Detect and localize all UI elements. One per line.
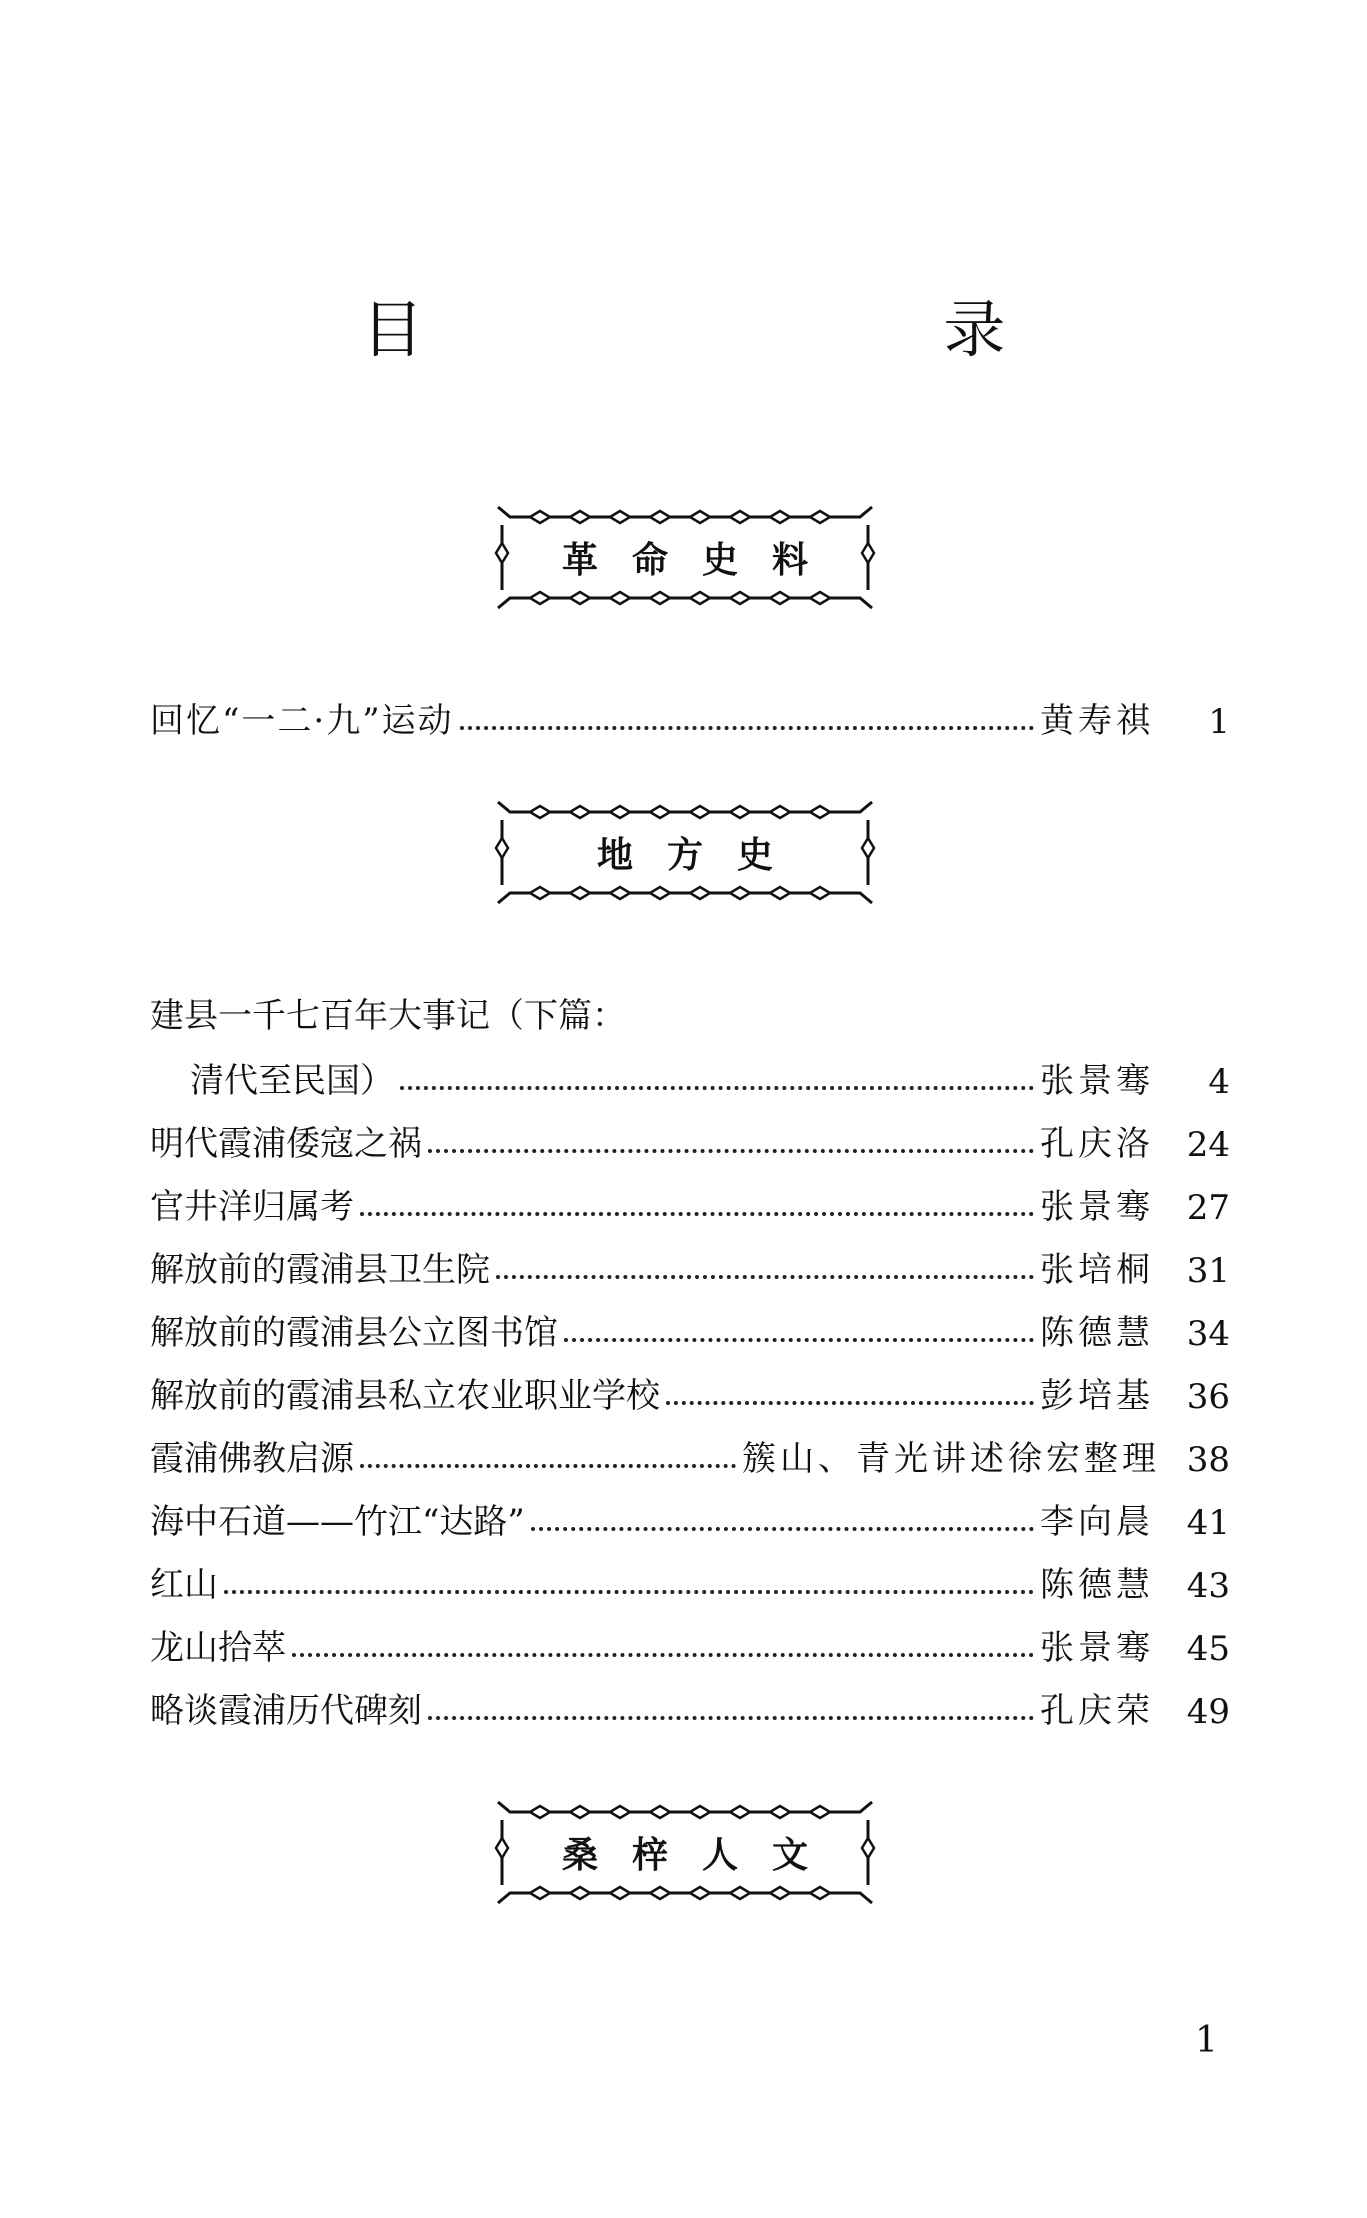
entry-author: 孔庆洛 — [1040, 1124, 1154, 1164]
entry-title: 清代至民国） — [190, 1061, 394, 1101]
entry-title: 红山 — [150, 1565, 218, 1605]
leader-dots — [428, 1716, 1034, 1720]
entry-author: 陈德慧 — [1040, 1313, 1154, 1353]
entry-author: 李向晨 — [1040, 1502, 1154, 1542]
leader-dots — [292, 1653, 1034, 1657]
leader-dots — [531, 1527, 1034, 1531]
section-label: 桑梓人文 — [561, 1835, 842, 1876]
toc-entry — [150, 1491, 1230, 1543]
entry-page: 24 — [1186, 1125, 1230, 1165]
entry-title: 解放前的霞浦县私立农业职业学校 — [150, 1376, 660, 1416]
leader-dots — [360, 1212, 1034, 1216]
entry-page: 43 — [1186, 1566, 1230, 1606]
entry-title: 建县一千七百年大事记（下篇： — [150, 996, 626, 1036]
toc-entry — [150, 985, 1230, 1037]
entry-author: 孔庆荣 — [1040, 1691, 1154, 1731]
entry-title: 霞浦佛教启源 — [150, 1439, 354, 1479]
toc-entry — [150, 1617, 1230, 1669]
entry-page: 27 — [1186, 1188, 1230, 1228]
entry-title: 解放前的霞浦县公立图书馆 — [150, 1313, 558, 1353]
entry-title: 海中石道——竹江“达路” — [150, 1502, 525, 1542]
toc-entry — [150, 1554, 1230, 1606]
leader-dots — [224, 1590, 1034, 1594]
entry-author: 黄寿祺 — [1040, 701, 1154, 741]
toc-entry — [150, 1239, 1230, 1291]
entry-author: 彭培基 — [1040, 1376, 1154, 1416]
toc-entry — [190, 1050, 1230, 1102]
leader-dots — [428, 1149, 1034, 1153]
entry-page: 31 — [1186, 1251, 1230, 1291]
toc-entry — [150, 1365, 1230, 1417]
entry-author: 张景骞 — [1040, 1061, 1154, 1101]
entry-author: 簇山、青光讲述徐宏整理 — [742, 1439, 1160, 1479]
leader-dots — [460, 726, 1034, 730]
leader-dots — [564, 1338, 1034, 1342]
entry-title: 略谈霞浦历代碑刻 — [150, 1691, 422, 1731]
entry-title: 官井洋归属考 — [150, 1187, 354, 1227]
toc-entry — [150, 1302, 1230, 1354]
entry-page: 45 — [1186, 1629, 1230, 1669]
toc-entry — [150, 690, 1230, 742]
entry-page: 38 — [1186, 1440, 1230, 1480]
entry-title: 龙山拾萃 — [150, 1628, 286, 1668]
entry-page: 4 — [1208, 1062, 1230, 1102]
entry-author: 张景骞 — [1040, 1628, 1154, 1668]
entry-title: 明代霞浦倭寇之祸 — [150, 1124, 422, 1164]
entry-title: 回忆“一二·九”运动 — [150, 701, 454, 741]
entry-page: 34 — [1186, 1314, 1230, 1354]
leader-dots — [666, 1401, 1034, 1405]
section-header-revolution — [490, 495, 880, 620]
page-number: 1 — [1195, 2020, 1218, 2061]
section-label: 地方史 — [596, 835, 807, 876]
toc-entry — [150, 1113, 1230, 1165]
section-header-culture — [490, 1790, 880, 1915]
entry-page: 36 — [1186, 1377, 1230, 1417]
page-title: 目 录 — [361, 293, 1256, 366]
leader-dots — [400, 1086, 1034, 1090]
toc-entry — [150, 1176, 1230, 1228]
section-header-local-history — [490, 790, 880, 915]
toc-entry — [150, 1680, 1230, 1732]
leader-dots — [360, 1464, 736, 1468]
entry-page: 49 — [1186, 1692, 1230, 1732]
entry-author: 张培桐 — [1040, 1250, 1154, 1290]
section-label: 革命史料 — [561, 540, 842, 581]
entry-title: 解放前的霞浦县卫生院 — [150, 1250, 490, 1290]
leader-dots — [496, 1275, 1034, 1279]
entry-page: 41 — [1186, 1503, 1230, 1543]
entry-author: 张景骞 — [1040, 1187, 1154, 1227]
toc-entry — [150, 1428, 1230, 1480]
entry-page: 1 — [1208, 702, 1230, 742]
entry-author: 陈德慧 — [1040, 1565, 1154, 1605]
